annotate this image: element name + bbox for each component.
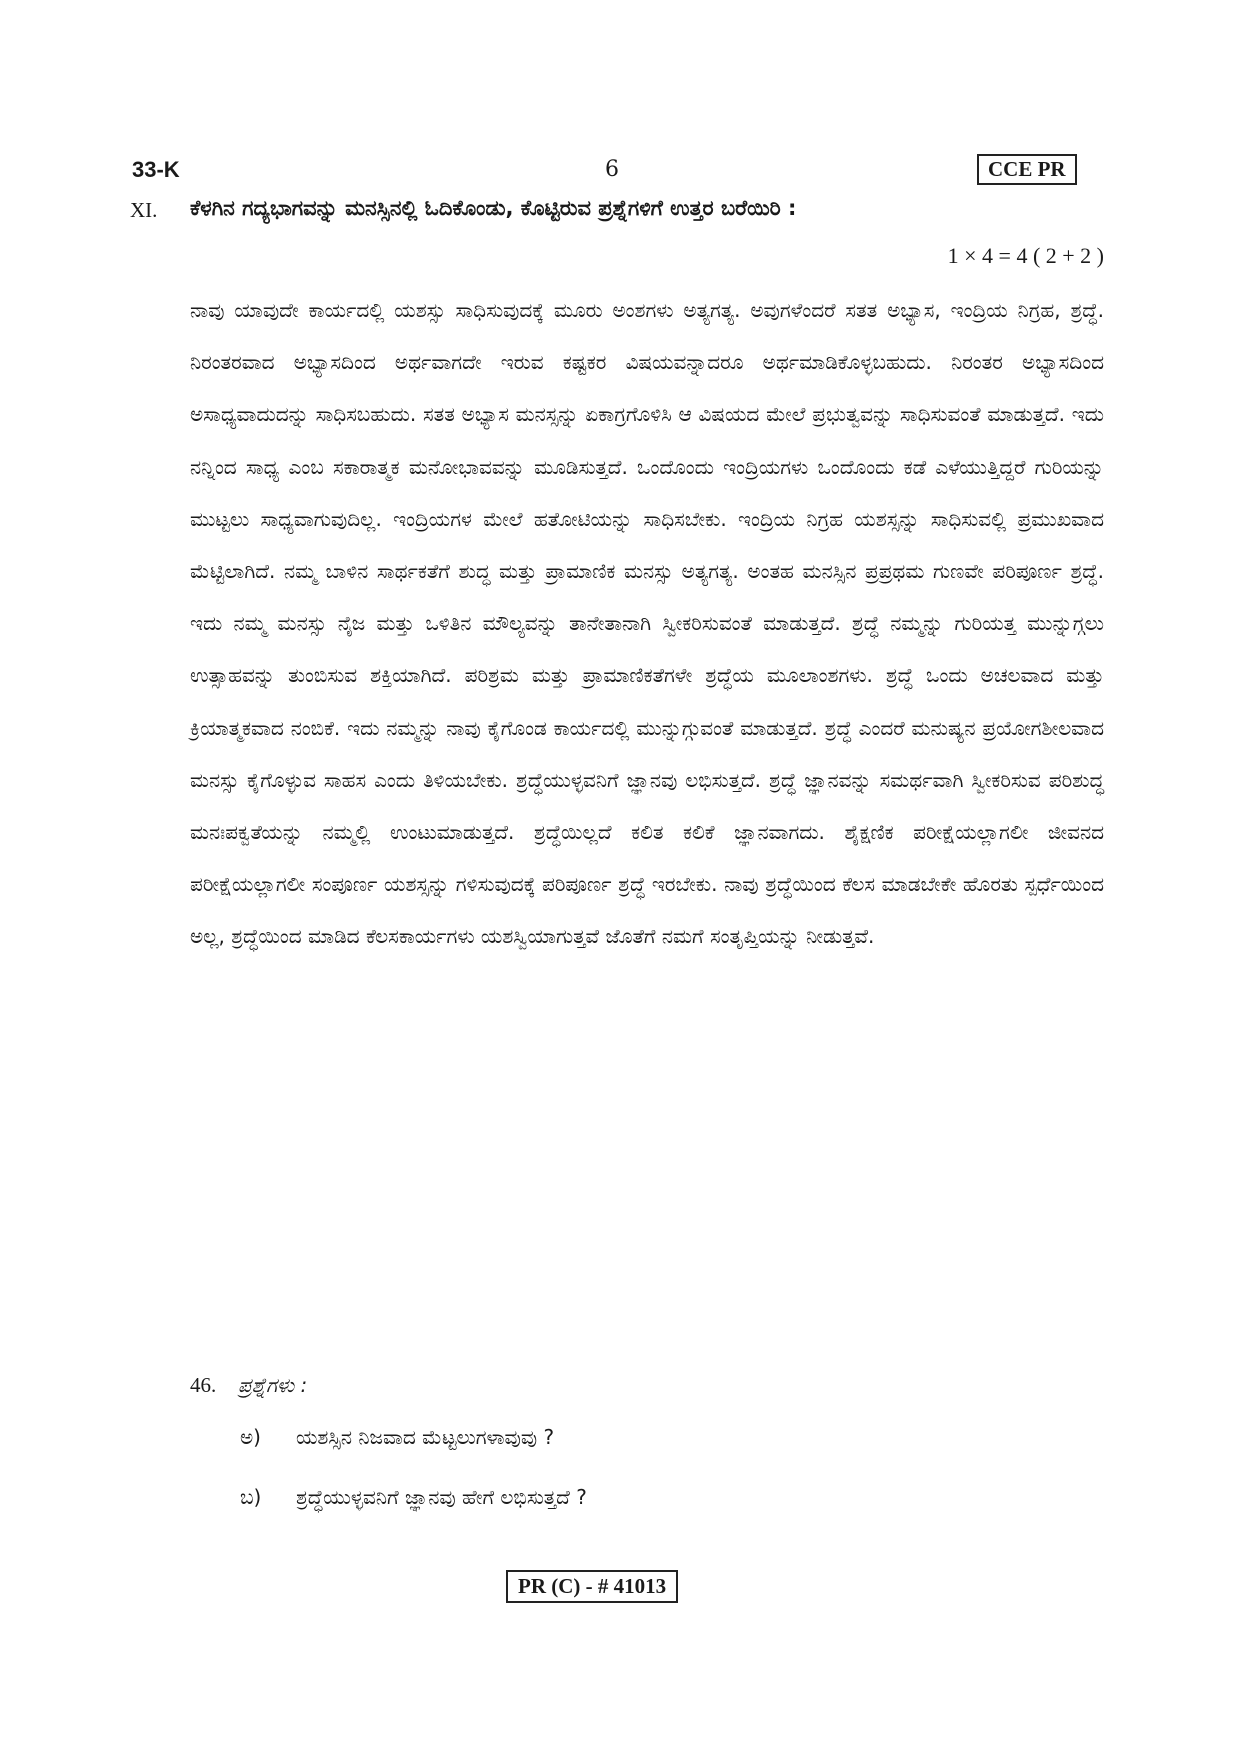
questions-title: ಪ್ರಶ್ನೆಗಳು : [238,1373,308,1397]
marks-allocation: 1 × 4 = 4 ( 2 + 2 ) [947,243,1104,268]
section-number: XI. [130,198,158,222]
passage-text: ನಾವು ಯಾವುದೇ ಕಾರ್ಯದಲ್ಲಿ ಯಶಸ್ಸು ಸಾಧಿಸುವುದಕ್ಕೆ ಮೂರು ಅಂಶಗಳು ಅತ್ಯಗತ್ಯ. ಅವುಗಳೆಂದರೆ ಸತತ ಅಭ್ಯಾಸ, ಇಂದ್ರಿಯ ನಿಗ್ರಹ, ಶ್ರದ್ಧೆ. ನಿರಂತರವಾದ ಅಭ್ಯಾಸದಿಂದ ಅರ್ಥವಾಗದೇ ಇರುವ ಕಷ್ಟಕರ ವಿಷಯವನ್ನಾದರೂ ಅರ್ಥಮಾಡಿಕೊಳ್ಳಬಹುದು. ನಿರಂತರ ಅಭ್ಯಾಸದಿಂದ ಅಸಾಧ್ಯವಾದುದನ್ನು ಸಾಧಿಸಬಹುದು. ಸತತ ಅಭ್ಯಾಸ ಮನಸ್ಸನ್ನು ಏಕಾಗ್ರಗೊಳಿಸಿ ಆ ವಿಷಯದ ಮೇಲೆ ಪ್ರಭುತ್ವವನ್ನು ಸಾಧಿಸುವಂತೆ ಮಾಡುತ್ತದೆ. ಇದು ನನ್ನಿಂದ ಸಾಧ್ಯ ಎಂಬ ಸಕಾರಾತ್ಮಕ ಮನೋಭಾವವನ್ನು ಮೂಡಿಸುತ್ತದೆ. ಒಂದೊಂದು ಇಂದ್ರಿಯಗಳು ಒಂದೊಂದು ಕಡೆ ಎಳೆಯುತ್ತಿದ್ದರೆ ಗುರಿಯನ್ನು ಮುಟ್ಟಲು ಸಾಧ್ಯವಾಗುವುದಿಲ್ಲ. ಇಂದ್ರಿಯಗಳ ಮೇಲೆ ಹತೋಟಿಯನ್ನು ಸಾಧಿಸಬೇಕು. ಇಂದ್ರಿಯ ನಿಗ್ರಹ ಯಶಸ್ಸನ್ನು ಸಾಧಿಸುವಲ್ಲಿ ಪ್ರಮುಖವಾದ ಮೆಟ್ಟಿಲಾಗಿದೆ. ನಮ್ಮ ಬಾಳಿನ ಸಾರ್ಥಕತೆಗೆ ಶುದ್ಧ ಮತ್ತು ಪ್ರಾಮಾಣಿಕ ಮನಸ್ಸು ಅತ್ಯಗತ್ಯ. ಅಂತಹ ಮನಸ್ಸಿನ ಪ್ರಪ್ರಥಮ ಗುಣವೇ ಪರಿಪೂರ್ಣ ಶ್ರದ್ಧೆ. ಇದು ನಮ್ಮ ಮನಸ್ಸು ನೈಜ ಮತ್ತು ಒಳಿತಿನ ಮೌಲ್ಯವನ್ನು ತಾನೇತಾನಾಗಿ ಸ್ವೀಕರಿಸುವಂತೆ ಮಾಡುತ್ತದೆ. ಶ್ರದ್ಧೆ ನಮ್ಮನ್ನು ಗುರಿಯತ್ತ ಮುನ್ನುಗ್ಗಲು ಉತ್ಸಾಹವನ್ನು ತುಂಬಿಸುವ ಶಕ್ತಿಯಾಗಿದೆ. ಪರಿಶ್ರಮ ಮತ್ತು ಪ್ರಾಮಾಣಿಕತೆಗಳೇ ಶ್ರದ್ಧೆಯ ಮೂಲಾಂಶಗಳು. ಶ್ರದ್ಧೆ ಒಂದು ಅಚಲವಾದ ಮತ್ತು ಕ್ರಿಯಾತ್ಮಕವಾದ ನಂಬಿಕೆ. ಇದು ನಮ್ಮನ್ನು ನಾವು ಕೈಗೊಂಡ ಕಾರ್ಯದಲ್ಲಿ ಮುನ್ನುಗ್ಗುವಂತೆ ಮಾಡುತ್ತದೆ. ಶ್ರದ್ಧೆ ಎಂದರೆ ಮನುಷ್ಯನ ಪ್ರಯೋಗಶೀಲವಾದ ಮನಸ್ಸು ಕೈಗೊಳ್ಳುವ ಸಾಹಸ ಎಂದು ತಿಳಿಯಬೇಕು. ಶ್ರದ್ಧೆಯುಳ್ಳವನಿಗೆ ಜ್ಞಾನವು ಲಭಿಸುತ್ತದೆ. ಶ್ರದ್ಧೆ ಜ್ಞಾನವನ್ನು ಸಮರ್ಥವಾಗಿ ಸ್ವೀಕರಿಸುವ ಪರಿಶುದ್ಧ ಮನಃಪಕ್ವತೆಯನ್ನು ನಮ್ಮಲ್ಲಿ ಉಂಟುಮಾಡುತ್ತದೆ. ಶ್ರದ್ಧೆಯಿಲ್ಲದೆ ಕಲಿತ ಕಲಿಕೆ ಜ್ಞಾನವಾಗದು. ಶೈಕ್ಷಣಿಕ ಪರೀಕ್ಷೆಯಲ್ಲಾಗಲೀ ಜೀವನದ ಪರೀಕ್ಷೆಯಲ್ಲಾಗಲೀ ಸಂಪೂರ್ಣ ಯಶಸ್ಸನ್ನು ಗಳಿಸುವುದಕ್ಕೆ ಪರಿಪೂರ್ಣ ಶ್ರದ್ಧೆ ಇರಬೇಕು. ನಾವು ಶ್ರದ್ಧೆಯಿಂದ ಕೆಲಸ ಮಾಡಬೇಕೇ ಹೊರತು ಸ್ಪರ್ಧೆಯಿಂದ ಅಲ್ಲ, ಶ್ರದ್ಧೆಯಿಂದ ಮಾಡಿದ ಕೆಲಸಕಾರ್ಯಗಳು ಯಶಸ್ವಿಯಾಗುತ್ತವೆ ಜೊತೆಗೆ ನಮಗೆ ಸಂತೃಪ್ತಿಯನ್ನು ನೀಡುತ್ತವೆ. [190,298,1104,949]
question-number: 46. [190,1373,217,1397]
page-number: 6 [605,157,619,182]
question-label: ಬ) [240,1485,262,1509]
question-item [240,1425,554,1449]
question-item [240,1485,587,1509]
footer-code-box: PR (C) - # 41013 [506,1570,678,1603]
question-text: ಯಶಸ್ಸಿನ ನಿಜವಾದ ಮೆಟ್ಟಲುಗಳಾವುವು ? [296,1425,555,1449]
question-label: ಅ) [240,1425,261,1449]
paper-code: 33-K [132,157,180,182]
series-box: CCE PR [977,154,1077,185]
section-instruction: ಕೆಳಗಿನ ಗದ್ಯಭಾಗವನ್ನು ಮನಸ್ಸಿನಲ್ಲಿ ಓದಿಕೊಂಡು, ಕೊಟ್ಟಿರುವ ಪ್ರಶ್ನೆಗಳಿಗೆ ಉತ್ತರ ಬರೆಯಿರಿ : [190,196,797,220]
question-text: ಶ್ರದ್ಧೆಯುಳ್ಳವನಿಗೆ ಜ್ಞಾನವು ಹೇಗೆ ಲಭಿಸುತ್ತದೆ ? [296,1485,587,1509]
